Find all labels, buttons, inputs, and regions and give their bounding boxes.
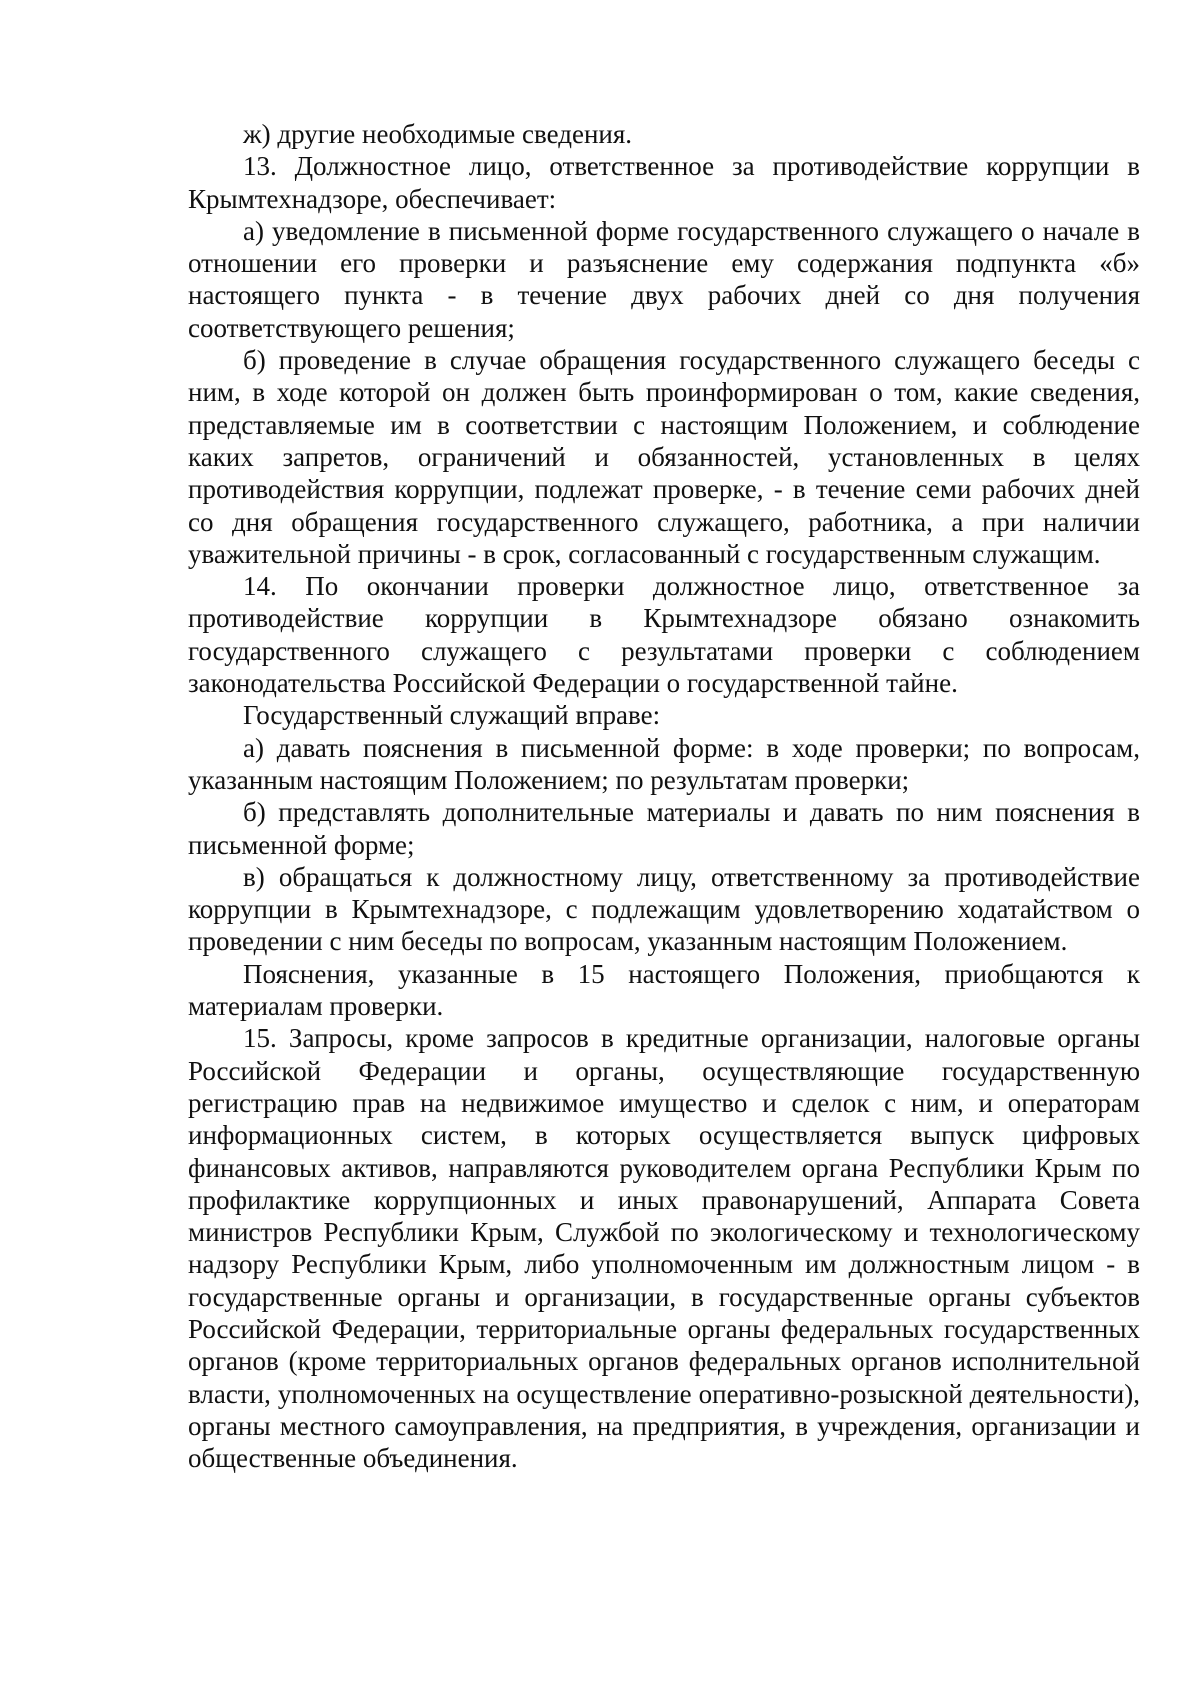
paragraph-right-a: а) давать пояснения в письменной форме: в ходе проверки; по вопросам, указанным настоящим Положением; по результатам проверки; [188,732,1140,795]
paragraph-item-13b: б) проведение в случае обращения государственного служащего беседы с ним, в ходе которой он должен быть проинформирован о том, какие сведения, представляемые им в соответствии с настоящим Положением, и соблюдение каких запретов, ограничений и обязанностей, установленных в целях противодействия коррупции, подлежат проверке, - в течение семи рабочих дней со дня обращения государственного служащего, работника, а при наличии уважительной причины - в срок, согласованный с государственным служащим. [188,345,1140,569]
paragraph-rights-heading: Государственный служащий вправе: [243,700,661,731]
paragraph-clause-13: 13. Должностное лицо, ответственное за противодействие коррупции в Крымтехнадзоре, обеспечивает: [188,151,1140,214]
paragraph-right-b: б) представлять дополнительные материалы и давать по ним пояснения в письменной форме; [188,797,1140,860]
paragraph-item-zh: ж) другие необходимые сведения. [243,119,633,149]
paragraph-clause-14: 14. По окончании проверки должностное лицо, ответственное за противодействие коррупции в Крымтехнадзоре обязано ознакомить государственного служащего с результатами проверки с соблюдением законодательства Российской Федерации о государственной тайне. [188,571,1140,699]
paragraph-item-13a: а) уведомление в письменной форме государственного служащего о начале в отношении его проверки и разъяснение ему содержания подпункта «б» настоящего пункта - в течение двух рабочих дней со дня получения соответствующего решения; [188,215,1140,343]
paragraph-clause-15: 15. Запросы, кроме запросов в кредитные организации, налоговые органы Российской Федерации и органы, осуществляющие государственную регистрацию прав на недвижимое имущество и сделок с ним, и операторам информационных систем, в которых осуществляется выпуск цифровых финансовых активов, направляются руководителем органа Республики Крым по профилактике коррупционных и иных правонарушений, Аппарата Совета министров Республики Крым, Службой по экологическому и технологическому надзору Республики Крым, либо уполномоченным им должностным лицом - в государственные органы и организации, в государственные органы субъектов Российской Федерации, территориальные органы федеральных государственных органов (кроме территориальных органов федеральных органов исполнительной власти, уполномоченных на осуществление оперативно-розыскной деятельности), органы местного самоуправления, на предприятия, в учреждения, организации и общественные объединения. [188,1023,1140,1474]
paragraph-explanations: Пояснения, указанные в 15 настоящего Положения, приобщаются к материалам проверки. [188,958,1140,1022]
document-body [188,118,1140,1474]
paragraph-right-v: в) обращаться к должностному лицу, ответственному за противодействие коррупции в Крымтехнадзоре, с подлежащим удовлетворению ходатайством о проведении с ним беседы по вопросам, указанным настоящим Положением. [188,861,1140,957]
